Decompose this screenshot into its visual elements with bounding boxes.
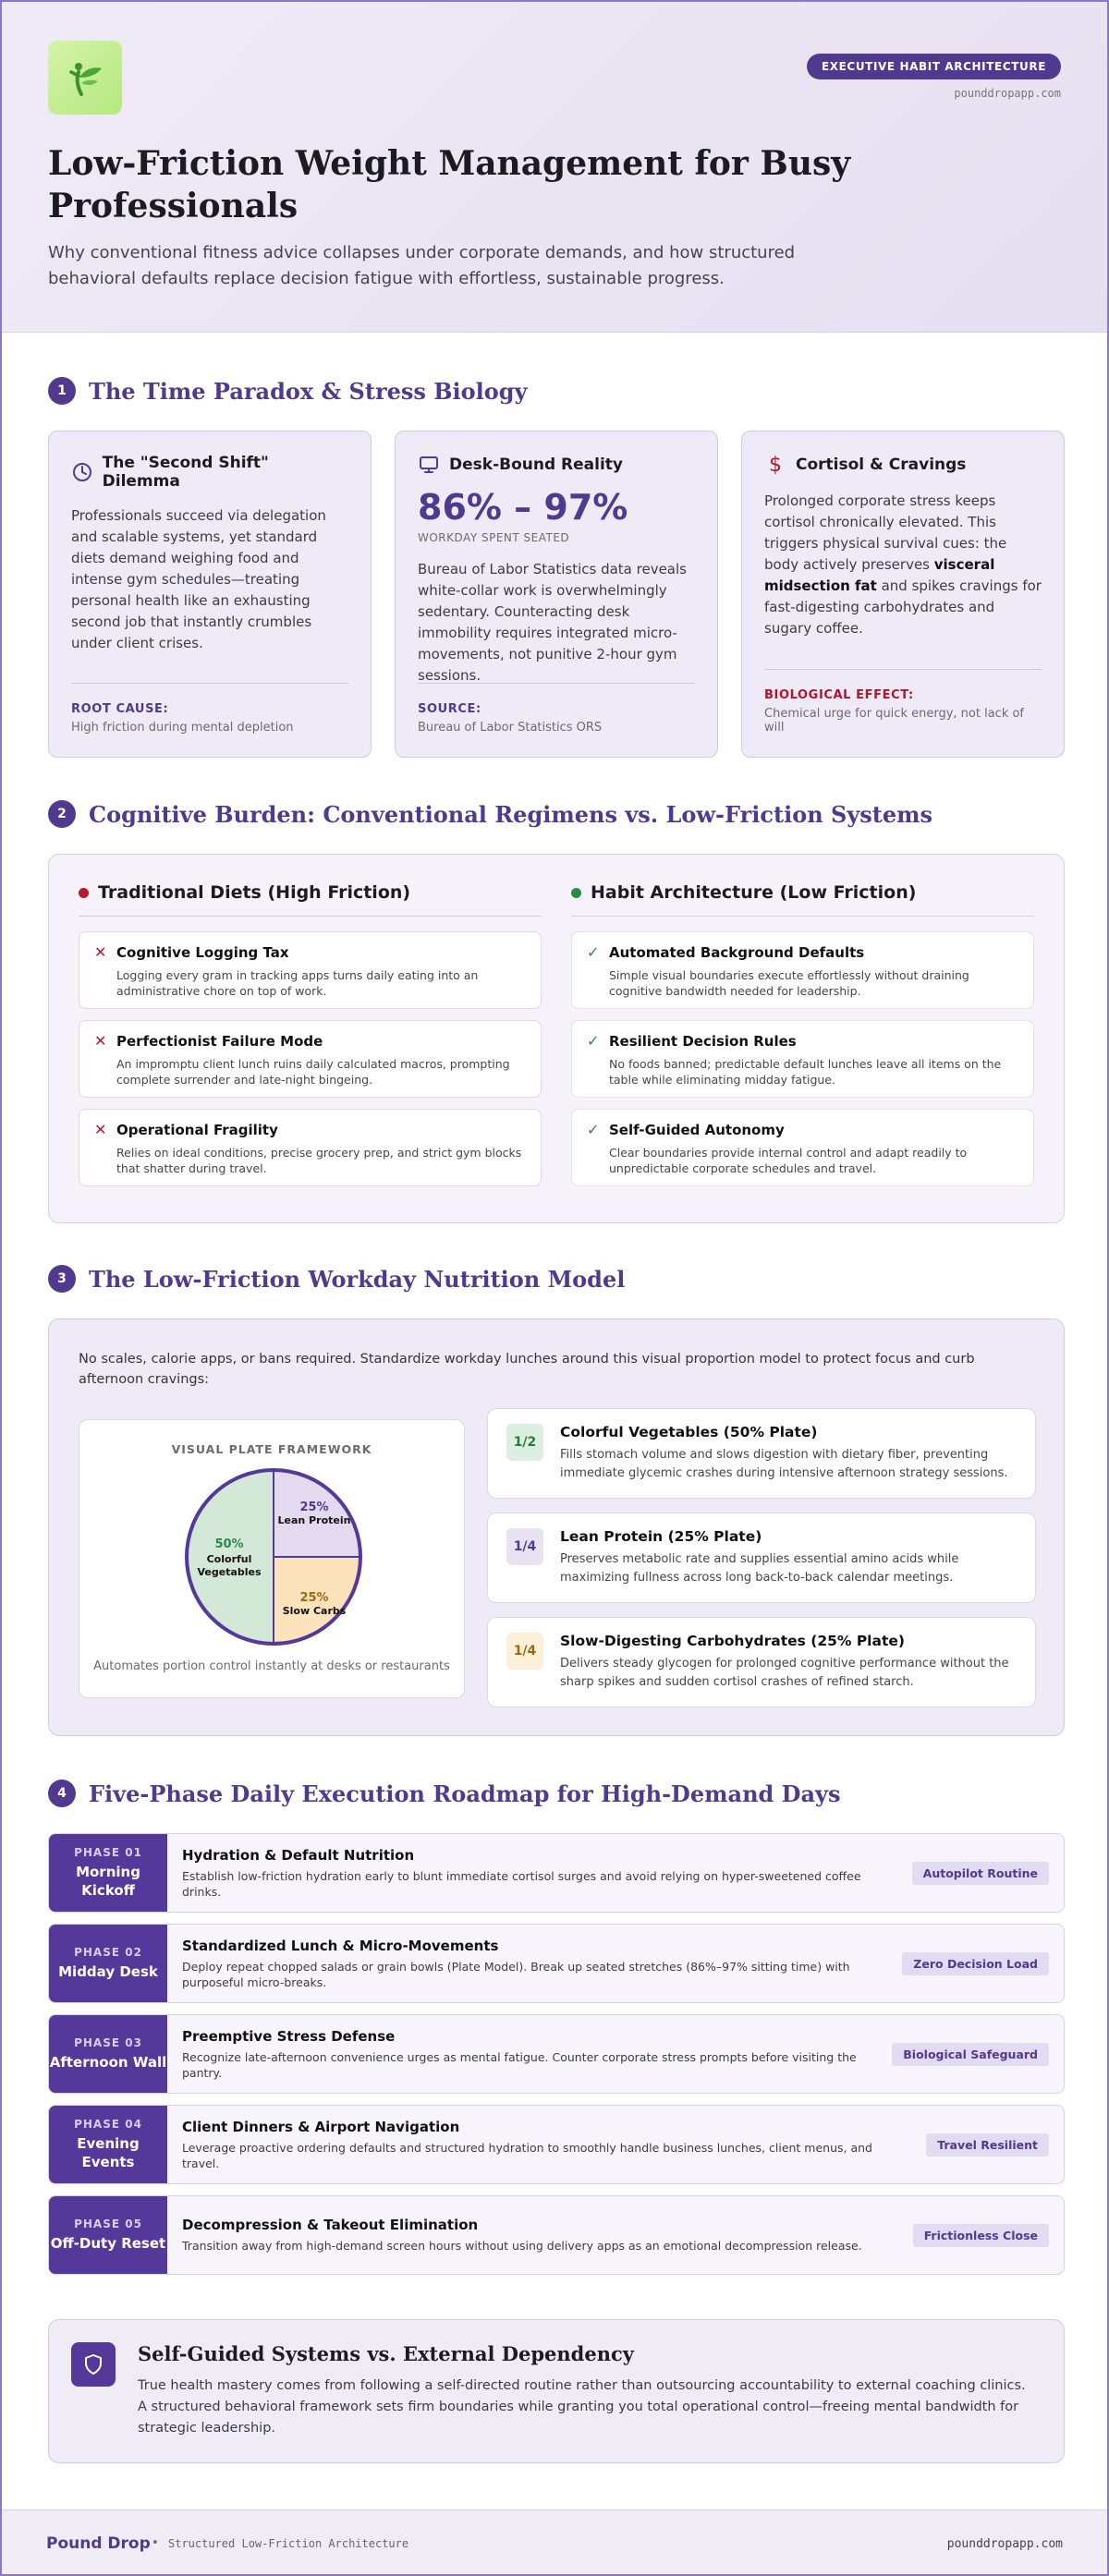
phase-text: Leverage proactive ordering defaults and structured hydration to smoothly handle business lunches, client menus, and travel. xyxy=(182,2140,872,2170)
x-icon: ✕ xyxy=(94,1121,107,1138)
list-item xyxy=(79,1109,542,1186)
card-footer xyxy=(71,683,348,735)
nutrition-item-text: Delivers steady glycogen for prolonged cognitive performance without the sharp spikes and sudden cortisol crashes of refined starch. xyxy=(560,1657,1009,1689)
phase-title: Hydration & Default Nutrition xyxy=(182,1846,415,1864)
comparison-panel xyxy=(48,854,1065,1223)
fraction-badge: 1/4 xyxy=(506,1633,543,1670)
section-number: 3 xyxy=(48,1265,76,1293)
nutrition-item-text: Fills stomach volume and slows digestion with dietary fiber, preventing immediate glycemic crashes during intensive afternoon strategy sessions. xyxy=(560,1448,1008,1480)
card-title: Cortisol & Cravings xyxy=(796,456,967,474)
section-2-heading xyxy=(48,800,932,828)
closing-text: True health mastery comes from following a self-directed routine rather than outsourcing accountability to external coaching clinics. A structured behavioral framework sets firm boundaries while granting you total operational control—freeing mental bandwidth for strategic leadership. xyxy=(138,2378,1026,2436)
plate-title: VISUAL PLATE FRAMEWORK xyxy=(171,1442,372,1456)
nutrition-item-title: Slow-Digesting Carbohydrates (25% Plate) xyxy=(560,1633,905,1649)
phase-tag: Zero Decision Load xyxy=(902,1952,1049,1975)
nutrition-item-protein xyxy=(487,1513,1036,1603)
section-1-cards xyxy=(48,431,1065,758)
list-item xyxy=(571,931,1034,1009)
page-subtitle: Why conventional fitness advice collapses under corporate demands, and how structured behavioral defaults replace decision fatigue with effortless, sustainable progress. xyxy=(48,243,796,288)
nutrition-item-vegetables xyxy=(487,1408,1036,1499)
footer-separator: • xyxy=(152,2536,159,2550)
header-badge-group xyxy=(807,54,1061,100)
column-title: Habit Architecture (Low Friction) xyxy=(591,882,917,903)
green-dot-icon xyxy=(571,888,581,898)
card-body xyxy=(764,491,1042,639)
plate-caption: Automates portion control instantly at desks or restaurants xyxy=(93,1659,450,1673)
shield-icon xyxy=(71,2342,116,2387)
column-heading xyxy=(79,882,542,917)
category-badge: EXECUTIVE HABIT ARCHITECTURE xyxy=(807,54,1061,79)
section-title: The Time Paradox & Stress Biology xyxy=(89,377,528,405)
card-desk-bound xyxy=(395,431,718,758)
nutrition-list xyxy=(487,1408,1036,1721)
closing-callout xyxy=(48,2319,1065,2463)
item-title: Self-Guided Autonomy xyxy=(609,1122,785,1138)
list-item xyxy=(571,1109,1034,1186)
check-icon: ✓ xyxy=(587,943,600,961)
footer xyxy=(2,2509,1107,2576)
nutrition-item-title: Colorful Vegetables (50% Plate) xyxy=(560,1424,818,1440)
phase-row xyxy=(48,2105,1065,2184)
page-title: Low-Friction Weight Management for Busy Professionals xyxy=(48,144,851,225)
footer-tagline: Structured Low-Friction Architecture xyxy=(168,2537,409,2550)
phase-name: Afternoon Wall xyxy=(49,2054,167,2071)
section-title: The Low-Friction Workday Nutrition Model xyxy=(89,1265,626,1293)
card-body-emphasis: visceral midsection fat xyxy=(764,556,995,594)
phase-name: Evening Events xyxy=(77,2135,140,2170)
check-icon: ✓ xyxy=(587,1032,600,1050)
phase-label-block xyxy=(49,2015,167,2093)
card-footer xyxy=(418,683,695,735)
phase-name: Morning Kickoff xyxy=(76,1864,140,1899)
fraction-badge: 1/4 xyxy=(506,1528,543,1565)
nutrition-item-carbs xyxy=(487,1617,1036,1707)
section-3-heading xyxy=(48,1265,625,1293)
phase-label-block xyxy=(49,2196,167,2274)
habit-column xyxy=(571,882,1034,1195)
card-footer-text: Bureau of Labor Statistics ORS xyxy=(418,721,603,735)
header xyxy=(2,2,1107,333)
plate-diagram xyxy=(183,1466,364,1647)
column-heading xyxy=(571,882,1034,917)
section-4-heading xyxy=(48,1780,840,1807)
section-title: Five-Phase Daily Execution Roadmap for High-Demand Days xyxy=(89,1780,841,1807)
sedentary-stat: 86% – 97% xyxy=(418,487,628,528)
header-url: pounddropapp.com xyxy=(954,87,1061,100)
section-number: 4 xyxy=(48,1780,76,1807)
item-text: Logging every gram in tracking apps turns daily eating into an administrative chore on top of work. xyxy=(116,968,479,998)
phase-name: Midday Desk xyxy=(58,1963,158,1980)
item-text: Clear boundaries provide internal control and adapt readily to unpredictable corporate schedules and travel. xyxy=(609,1146,968,1175)
phase-name: Off-Duty Reset xyxy=(50,2235,166,2252)
clock-icon xyxy=(71,461,93,483)
column-title: Traditional Diets (High Friction) xyxy=(98,882,411,903)
x-icon: ✕ xyxy=(94,943,107,961)
list-item xyxy=(79,931,542,1009)
list-item xyxy=(79,1020,542,1098)
monitor-icon xyxy=(418,454,440,476)
veg-name-label: Colorful xyxy=(206,1553,252,1565)
card-body-text: Prolonged corporate stress keeps cortisol chronically elevated. This triggers physical survival cues: the body actively preserves xyxy=(764,492,1007,573)
traditional-column xyxy=(79,882,542,1195)
section-number: 1 xyxy=(48,377,76,405)
nutrition-intro: No scales, calorie apps, or bans required. Standardize workday lunches around this visual proportion model to protect focus and curb afternoon cravings: xyxy=(79,1352,975,1387)
card-footer-label: BIOLOGICAL EFFECT: xyxy=(764,688,914,702)
item-title: Cognitive Logging Tax xyxy=(116,944,289,961)
plate-framework-card xyxy=(79,1419,465,1698)
item-text: No foods banned; predictable default lunches leave all items on the table while eliminating midday fatigue. xyxy=(609,1057,1002,1087)
phase-roadmap xyxy=(48,1833,1065,2286)
protein-name-label: Lean Protein xyxy=(277,1514,351,1526)
card-body: Bureau of Labor Statistics data reveals white-collar work is overwhelmingly sedentary. Counteracting desk immobility requires integrated micro-movements, not punitive 2-hour gym sessions. xyxy=(418,561,687,684)
fraction-badge: 1/2 xyxy=(506,1424,543,1461)
phase-label-block xyxy=(49,1834,167,1912)
phase-number: PHASE 02 xyxy=(74,1946,142,1959)
phase-number: PHASE 04 xyxy=(74,2118,142,2131)
phase-row xyxy=(48,2195,1065,2275)
item-text: Simple visual boundaries execute effortlessly without draining cognitive bandwidth needed for leadership. xyxy=(609,968,969,998)
veg-percent-label: 50% xyxy=(214,1537,244,1551)
section-1-heading xyxy=(48,377,528,405)
phase-row xyxy=(48,2014,1065,2094)
phase-title: Client Dinners & Airport Navigation xyxy=(182,2118,460,2135)
card-footer xyxy=(764,669,1042,735)
phase-number: PHASE 01 xyxy=(74,1846,142,1859)
phase-row xyxy=(48,1833,1065,1913)
sprout-figure-icon xyxy=(63,55,107,100)
carb-percent-label: 25% xyxy=(299,1591,329,1605)
list-item xyxy=(571,1020,1034,1098)
logo xyxy=(48,41,122,115)
veg-name-label: Vegetables xyxy=(197,1566,262,1578)
card-body: Professionals succeed via delegation and scalable systems, yet standard diets demand weighing food and intense gym schedules—treating personal health like an exhausting second job that instantly crumbles under client crises. xyxy=(71,507,326,651)
phase-tag: Autopilot Routine xyxy=(912,1862,1049,1885)
item-text: Relies on ideal conditions, precise grocery prep, and strict gym blocks that shatter during travel. xyxy=(116,1146,522,1175)
dollar-icon: $ xyxy=(769,453,782,477)
item-title: Perfectionist Failure Mode xyxy=(116,1033,323,1050)
carb-name-label: Slow Carbs xyxy=(282,1605,347,1617)
phase-label-block xyxy=(49,1925,167,2002)
card-second-shift xyxy=(48,431,372,758)
phase-text: Establish low-friction hydration early to blunt immediate cortisol surges and avoid relying on hyper-sweetened coffee drinks. xyxy=(182,1868,861,1899)
card-cortisol xyxy=(741,431,1065,758)
item-title: Resilient Decision Rules xyxy=(609,1033,797,1050)
phase-text: Deploy repeat chopped salads or grain bowls (Plate Model). Break up seated stretches (86%–97% sitting time) with purposeful micro-breaks. xyxy=(182,1959,850,1989)
red-dot-icon xyxy=(79,888,89,898)
card-body-text: and spikes cravings for fast-digesting carbohydrates and sugary coffee. xyxy=(764,577,1042,637)
card-footer-label: SOURCE: xyxy=(418,702,481,716)
nutrition-panel xyxy=(48,1318,1065,1736)
check-icon: ✓ xyxy=(587,1121,600,1138)
nutrition-item-title: Lean Protein (25% Plate) xyxy=(560,1528,762,1545)
footer-brand: Pound Drop xyxy=(46,2534,151,2553)
card-footer-label: ROOT CAUSE: xyxy=(71,702,169,716)
protein-percent-label: 25% xyxy=(299,1501,329,1514)
stat-caption: WORKDAY SPENT SEATED xyxy=(418,531,570,544)
footer-url: pounddropapp.com xyxy=(946,2537,1063,2551)
phase-title: Preemptive Stress Defense xyxy=(182,2027,396,2045)
phase-row xyxy=(48,1924,1065,2003)
card-title: The "Second Shift" Dilemma xyxy=(102,454,269,491)
phase-number: PHASE 03 xyxy=(74,2036,142,2049)
closing-title: Self-Guided Systems vs. External Dependency xyxy=(138,2342,634,2365)
item-title: Operational Fragility xyxy=(116,1122,278,1138)
item-title: Automated Background Defaults xyxy=(609,944,865,961)
x-icon: ✕ xyxy=(94,1032,107,1050)
card-footer-text: High friction during mental depletion xyxy=(71,721,294,735)
card-title: Desk-Bound Reality xyxy=(449,456,624,474)
phase-number: PHASE 05 xyxy=(74,2218,142,2230)
phase-title: Standardized Lunch & Micro-Movements xyxy=(182,1937,499,1954)
phase-text: Recognize late-afternoon convenience urges as mental fatigue. Counter corporate stress prompts before visiting the pantry. xyxy=(182,2049,857,2080)
phase-title: Decompression & Takeout Elimination xyxy=(182,2217,479,2233)
card-footer-text: Chemical urge for quick energy, not lack of will xyxy=(764,707,1025,735)
phase-label-block xyxy=(49,2106,167,2183)
phase-tag: Biological Safeguard xyxy=(892,2043,1049,2066)
phase-text: Transition away from high-demand screen hours without using delivery apps as an emotional decompression release. xyxy=(182,2239,862,2253)
section-number: 2 xyxy=(48,800,76,828)
phase-tag: Frictionless Close xyxy=(913,2224,1049,2247)
phase-tag: Travel Resilient xyxy=(926,2133,1049,2157)
section-title: Cognitive Burden: Conventional Regimens vs. Low-Friction Systems xyxy=(89,800,933,828)
item-text: An impromptu client lunch ruins daily calculated macros, prompting complete surrender and late-night bingeing. xyxy=(116,1057,510,1087)
nutrition-item-text: Preserves metabolic rate and supplies essential amino acids while maximizing fullness across long back-to-back calendar meetings. xyxy=(560,1552,959,1585)
